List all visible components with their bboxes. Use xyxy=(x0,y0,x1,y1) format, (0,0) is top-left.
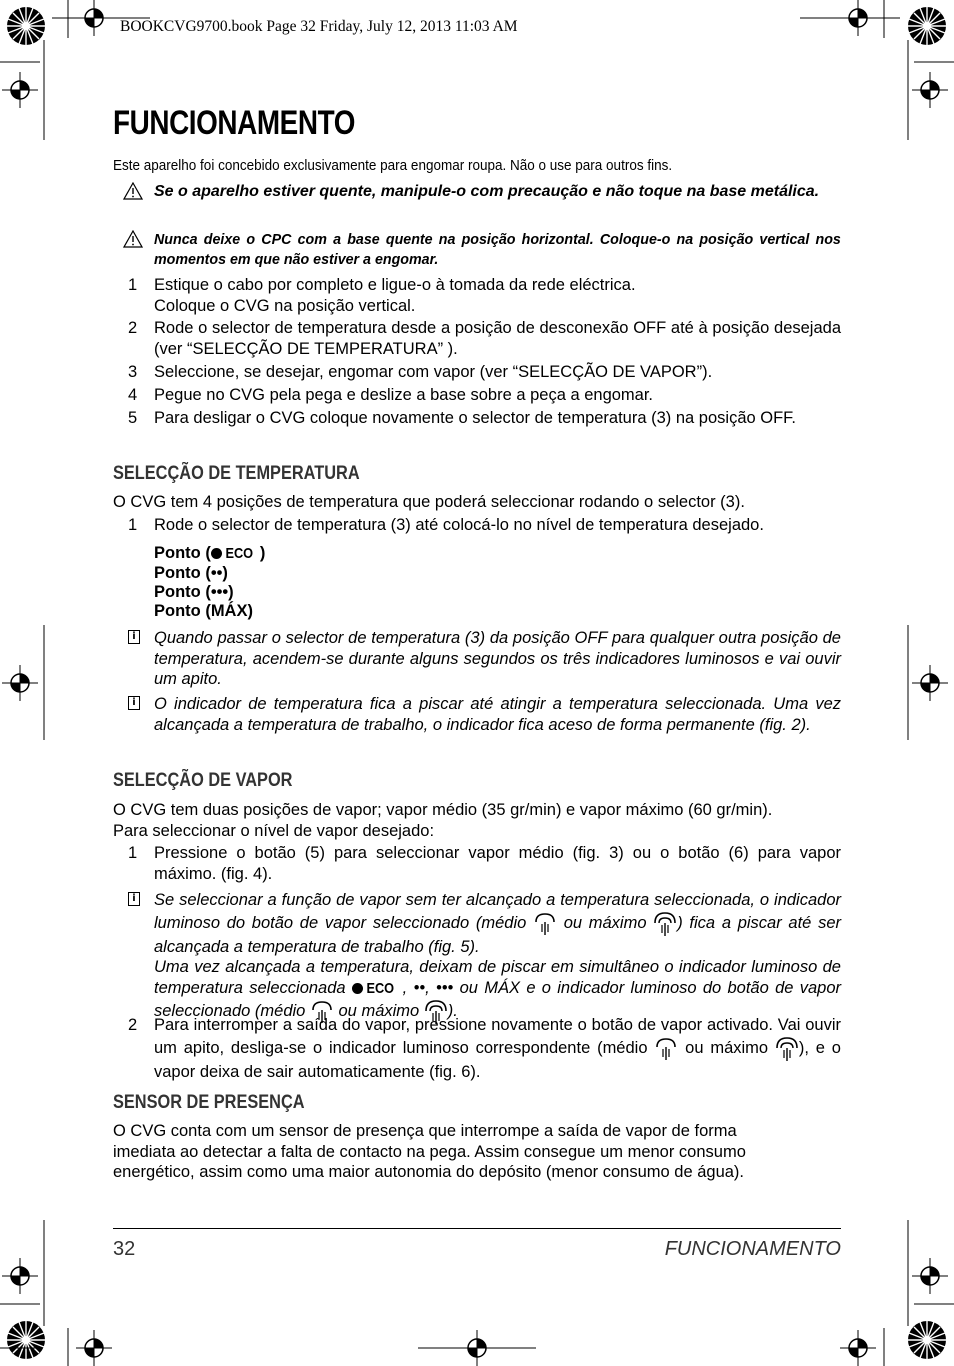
step-text: Estique o cabo por completo e ligue-o à tomada da rede eléctrica. xyxy=(154,276,636,294)
ponto-3: Ponto (•••) xyxy=(154,583,234,601)
ponto-eco: Ponto ( ECO ) xyxy=(154,544,266,562)
step-text: Rode o selector de temperatura (3) até colocá-lo no nível de temperatura desejado. xyxy=(154,516,764,534)
paragraph: O CVG tem 4 posições de temperatura que poderá seleccionar rodando o selector (3). xyxy=(113,493,745,511)
ponto-2: Ponto (••) xyxy=(154,564,228,582)
file-info-header: BOOKCVG9700.book Page 32 Friday, July 12, 2013 11:03 AM xyxy=(120,18,518,35)
footer-section-title: FUNCIONAMENTO xyxy=(664,1238,841,1260)
section-heading-temperatura: SELECÇÃO DE TEMPERATURA xyxy=(113,463,360,484)
step-text: Rode o selector de temperatura desde a posição de desconexão OFF até à posição desejada (ver “SELECÇÃO DE TEMPERATURA” ). xyxy=(154,319,841,358)
step-text: Pegue no CVG pela pega e deslize a base sobre a peça a engomar. xyxy=(154,386,654,404)
warning-triangle-icon xyxy=(123,182,143,200)
step-text: Para interromper a saída do vapor, pressione novamente o botão de vapor activado. Vai ouvir um apito, desliga-se o indicador luminoso correspondente (médio ou máximo ), e o vapor deixa de sair automaticamente (fig. 6). xyxy=(154,1016,841,1081)
info-text: O indicador de temperatura fica a piscar até atingir a temperatura seleccionada. Uma vez alcançada a temperatura de trabalho, o indicador fica aceso de forma permanente (fig. 2). xyxy=(154,695,841,734)
info-text: Se seleccionar a função de vapor sem ter alcançado a temperatura seleccionada, o indicador luminoso do botão de vapor seleccionado (médio ou máximo ) fica a piscar até ser alcançada a temperatura de trabalho (fig. 5). Uma vez alcançada a temperatura, deixam de piscar em simultâneo o indicador luminoso de temperatura seleccionada ECO , ••, ••• ou MÁX e o indicador luminoso do botão de vapor seleccionado (médio ou máximo ). xyxy=(154,890,841,1025)
steam-max-icon xyxy=(653,911,677,937)
info-icon: i xyxy=(128,892,140,906)
step-text: Coloque o CVG na posição vertical. xyxy=(154,296,416,315)
warning-triangle-icon xyxy=(123,230,143,248)
ponto-max: Ponto (MÁX) xyxy=(154,602,253,620)
info-icon: i xyxy=(128,630,140,644)
warning-text: Se o aparelho estiver quente, manipule-o com precaução e não toque na base metálica. xyxy=(154,183,820,200)
eco-dot-icon xyxy=(211,548,222,559)
paragraph: O CVG tem duas posições de vapor; vapor médio (35 gr/min) e vapor máximo (60 gr/min). Para seleccionar o nível de vapor desejado: xyxy=(113,801,773,840)
info-text: Quando passar o selector de temperatura (3) da posição OFF para qualquer outra posição de temperatura, acendem-se durante alguns segundos os três indicadores luminosos e vai ouvir um apito. xyxy=(154,629,841,688)
footer-divider xyxy=(113,1228,841,1229)
step-text: Para desligar o CVG coloque novamente o selector de temperatura (3) na posição OFF. xyxy=(154,409,797,427)
paragraph: O CVG conta com um sensor de presença que interrompe a saída de vapor de forma imediata ao detectar a falta de contacto na pega. Assim consegue um menor consumo energético, assim como uma maior autonomia do depósito (menor consumo de água). xyxy=(113,1122,746,1181)
section-heading-sensor: SENSOR DE PRESENÇA xyxy=(113,1092,305,1113)
steam-medium-icon xyxy=(654,1036,678,1062)
intro-text: Este aparelho foi concebido exclusivamente para engomar roupa. Não o use para outros fins. xyxy=(113,157,673,174)
steam-max-icon xyxy=(775,1036,799,1062)
page-title: FUNCIONAMENTO xyxy=(113,104,355,142)
steam-medium-icon xyxy=(533,911,557,937)
section-heading-vapor: SELECÇÃO DE VAPOR xyxy=(113,770,293,791)
page-number: 32 xyxy=(113,1238,136,1260)
eco-dot-icon xyxy=(352,983,363,994)
warning-text: Nunca deixe o CPC com a base quente na posição horizontal. Coloque-o na posição vertical nos momentos em que não estiver a engomar. xyxy=(154,231,841,268)
step-text: Pressione o botão (5) para seleccionar vapor médio (fig. 3) ou o botão (6) para vapor máximo. (fig. 4). xyxy=(154,844,841,883)
info-icon: i xyxy=(128,696,140,710)
step-text: Seleccione, se desejar, engomar com vapor (ver “SELECÇÃO DE VAPOR”). xyxy=(154,363,713,381)
